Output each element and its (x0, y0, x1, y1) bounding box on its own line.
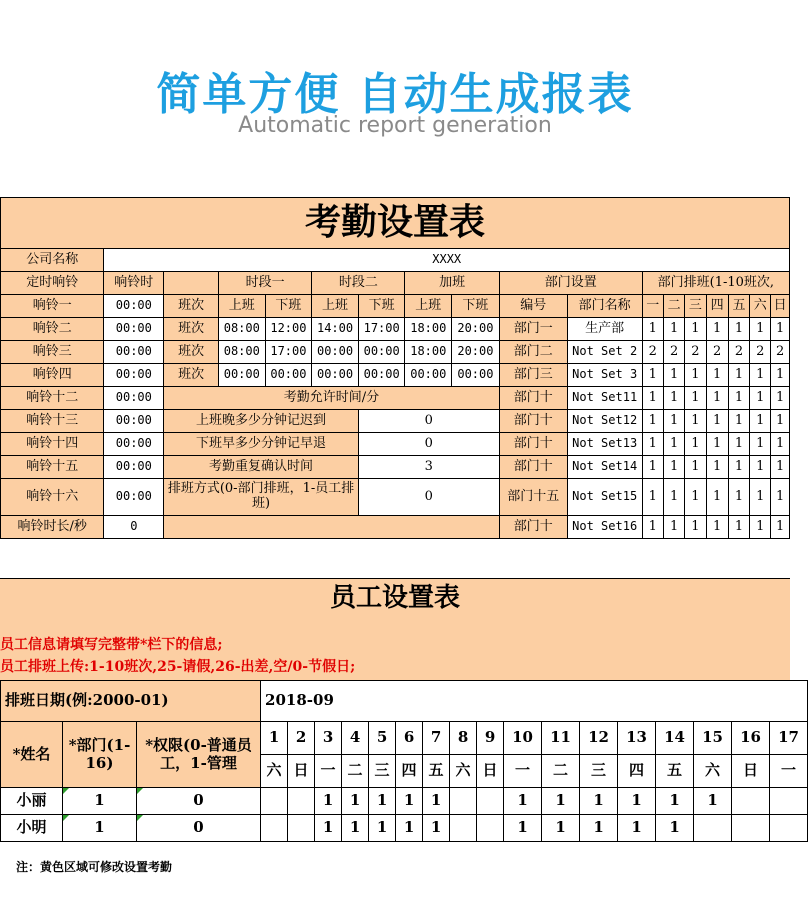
shift-time[interactable]: 00:00 (358, 341, 405, 364)
schedule-cell[interactable]: 1 (342, 815, 369, 842)
dept-day[interactable]: 1 (728, 318, 749, 341)
dept-name[interactable]: 生产部 (567, 318, 642, 341)
employee-title: 员工设置表 (329, 583, 460, 613)
header-overtime: 加班 (405, 272, 499, 295)
schedule-cell[interactable] (261, 815, 288, 842)
dept-day[interactable]: 1 (663, 479, 684, 516)
schedule-cell[interactable]: 1 (504, 788, 542, 815)
on-label: 上班 (405, 295, 452, 318)
dept-no: 部门十 (499, 456, 567, 479)
day-number: 17 (770, 722, 808, 755)
dept-name[interactable]: Not Set14 (567, 456, 642, 479)
dept-day[interactable]: 1 (706, 456, 728, 479)
bell-time[interactable]: 00:00 (104, 341, 164, 364)
day-weekday: 日 (732, 755, 770, 788)
shift-time[interactable]: 00:00 (218, 364, 265, 387)
day-number: 3 (315, 722, 342, 755)
shift-time[interactable]: 18:00 (405, 318, 452, 341)
day-weekday: 五 (656, 755, 694, 788)
day-number: 7 (423, 722, 450, 755)
dept-day[interactable]: 1 (706, 364, 728, 387)
header-dept-settings: 部门设置 (499, 272, 642, 295)
bell-time[interactable]: 00:00 (104, 410, 164, 433)
schedule-cell[interactable]: 1 (542, 788, 580, 815)
bell-name: 响铃十二 (1, 387, 104, 410)
day-number: 9 (477, 722, 504, 755)
schedule-cell[interactable]: 1 (369, 815, 396, 842)
dept-day[interactable]: 1 (728, 456, 749, 479)
dept-day[interactable]: 1 (685, 387, 706, 410)
day-number: 12 (580, 722, 618, 755)
dept-day[interactable]: 1 (771, 456, 790, 479)
schedule-cell[interactable]: 1 (504, 815, 542, 842)
day-number: 11 (542, 722, 580, 755)
footer-note: 注：黄色区域可修改设置考勤 (16, 860, 173, 874)
dept-day[interactable]: 1 (642, 364, 663, 387)
day-number: 4 (342, 722, 369, 755)
day-number: 10 (504, 722, 542, 755)
bell-name: 响铃二 (1, 318, 104, 341)
rule-label: 下班早多少分钟记早退 (164, 433, 359, 456)
day-weekday: 六 (694, 755, 732, 788)
day-number: 6 (396, 722, 423, 755)
shift-time[interactable]: 20:00 (452, 341, 500, 364)
on-label: 上班 (218, 295, 265, 318)
header-bell-time: 响铃时 (104, 272, 164, 295)
dept-day[interactable]: 1 (642, 516, 663, 539)
dept-day[interactable]: 1 (750, 456, 771, 479)
bell-time[interactable]: 00:00 (104, 433, 164, 456)
dept-day[interactable]: 1 (728, 364, 749, 387)
dept-day[interactable]: 1 (642, 479, 663, 516)
schedule-cell[interactable] (450, 788, 477, 815)
schedule-cell[interactable]: 1 (694, 788, 732, 815)
bell-time[interactable]: 00:00 (104, 387, 164, 410)
schedule-cell[interactable]: 1 (580, 815, 618, 842)
header-period2: 时段二 (312, 272, 405, 295)
dept-day[interactable]: 1 (750, 479, 771, 516)
day-weekday: 日 (477, 755, 504, 788)
schedule-cell[interactable] (450, 815, 477, 842)
dept-day[interactable]: 1 (663, 410, 684, 433)
header-blank (164, 272, 219, 295)
employee-permission[interactable]: 0 (137, 788, 261, 815)
employee-name[interactable]: 小丽 (1, 788, 63, 815)
schedule-cell[interactable] (694, 815, 732, 842)
shift-time[interactable]: 00:00 (312, 364, 359, 387)
bell-time[interactable]: 00:00 (104, 318, 164, 341)
shift-time[interactable]: 00:00 (358, 364, 405, 387)
dept-day[interactable]: 1 (642, 433, 663, 456)
day-number: 16 (732, 722, 770, 755)
dept-day[interactable]: 1 (685, 456, 706, 479)
day-number: 8 (450, 722, 477, 755)
schedule-cell[interactable]: 1 (580, 788, 618, 815)
schedule-cell[interactable] (288, 815, 315, 842)
dept-name[interactable]: Not Set15 (567, 479, 642, 516)
dept-day[interactable]: 1 (642, 456, 663, 479)
dept-day[interactable]: 1 (663, 516, 684, 539)
schedule-cell[interactable]: 1 (396, 788, 423, 815)
shift-time[interactable]: 00:00 (452, 364, 500, 387)
dept-day[interactable]: 1 (771, 364, 790, 387)
dept-no: 部门十 (499, 433, 567, 456)
shift-time[interactable]: 14:00 (312, 318, 359, 341)
schedule-cell[interactable] (732, 788, 770, 815)
shift-time[interactable]: 00:00 (312, 341, 359, 364)
schedule-cell[interactable] (288, 788, 315, 815)
schedule-cell[interactable] (477, 815, 504, 842)
dept-day[interactable]: 1 (663, 364, 684, 387)
bell-name: 响铃四 (1, 364, 104, 387)
dept-day[interactable]: 1 (771, 516, 790, 539)
bell-duration-label: 响铃时长/秒 (1, 516, 104, 539)
bell-name: 响铃三 (1, 341, 104, 364)
dept-name[interactable]: Not Set16 (567, 516, 642, 539)
employee-name[interactable]: 小明 (1, 815, 63, 842)
rule-label: 上班晚多少分钟记迟到 (164, 410, 359, 433)
bell-time[interactable]: 00:00 (104, 364, 164, 387)
schedule-cell[interactable]: 1 (656, 815, 694, 842)
bell-time[interactable]: 00:00 (104, 456, 164, 479)
day-number: 15 (694, 722, 732, 755)
dept-no: 部门三 (499, 364, 567, 387)
employee-permission[interactable]: 0 (137, 815, 261, 842)
schedule-cell[interactable]: 1 (542, 815, 580, 842)
dept-day[interactable]: 1 (685, 433, 706, 456)
schedule-date-value[interactable]: 2018-09 (261, 681, 808, 722)
dept-day[interactable]: 1 (750, 410, 771, 433)
shift-time[interactable]: 20:00 (452, 318, 500, 341)
dept-day[interactable]: 1 (642, 387, 663, 410)
dept-day[interactable]: 1 (706, 516, 728, 539)
schedule-cell[interactable]: 1 (315, 815, 342, 842)
dept-name[interactable]: Not Set12 (567, 410, 642, 433)
dept-day[interactable]: 1 (706, 479, 728, 516)
weekday-label: 二 (663, 295, 684, 318)
day-number: 13 (618, 722, 656, 755)
dept-day[interactable]: 1 (771, 387, 790, 410)
day-weekday: 二 (542, 755, 580, 788)
day-weekday: 一 (770, 755, 808, 788)
dept-no: 部门二 (499, 341, 567, 364)
day-weekday: 三 (369, 755, 396, 788)
rule-label: 考勤重复确认时间 (164, 456, 359, 479)
hero-subtitle: Automatic report generation (238, 113, 552, 138)
schedule-cell[interactable]: 1 (369, 788, 396, 815)
bell-name: 响铃十四 (1, 433, 104, 456)
dept-day[interactable]: 1 (685, 516, 706, 539)
dept-day[interactable]: 2 (642, 341, 663, 364)
day-weekday: 日 (288, 755, 315, 788)
dept-day[interactable]: 1 (771, 479, 790, 516)
dept-day[interactable]: 1 (642, 318, 663, 341)
day-number: 1 (261, 722, 288, 755)
company-value[interactable]: XXXX (104, 249, 790, 272)
dept-day[interactable]: 1 (750, 364, 771, 387)
dept-no: 部门十 (499, 516, 567, 539)
dept-day[interactable]: 1 (728, 479, 749, 516)
schedule-cell[interactable]: 1 (342, 788, 369, 815)
dept-no: 部门十 (499, 387, 567, 410)
schedule-cell[interactable] (732, 815, 770, 842)
rule-value[interactable]: 0 (358, 410, 499, 433)
name-header: *姓名 (1, 722, 63, 788)
dept-day[interactable]: 1 (750, 387, 771, 410)
dept-day[interactable]: 1 (706, 433, 728, 456)
employee-note-schedule: 员工排班上传:1-10班次,25-请假,26-出差,空/0-节假日; (0, 659, 356, 675)
dept-day[interactable]: 2 (771, 341, 790, 364)
dept-day[interactable]: 1 (750, 516, 771, 539)
dept-day[interactable]: 1 (663, 387, 684, 410)
dept-day[interactable]: 1 (685, 410, 706, 433)
schedule-cell[interactable] (477, 788, 504, 815)
day-weekday: 六 (450, 755, 477, 788)
day-number: 5 (369, 722, 396, 755)
schedule-cell[interactable]: 1 (618, 788, 656, 815)
schedule-cell[interactable]: 1 (423, 815, 450, 842)
dept-day[interactable]: 1 (728, 410, 749, 433)
off-label: 下班 (358, 295, 405, 318)
dept-day[interactable]: 1 (706, 387, 728, 410)
weekday-label: 日 (771, 295, 790, 318)
shift-time[interactable]: 17:00 (265, 341, 312, 364)
schedule-date-label: 排班日期(例:2000-01) (1, 681, 261, 722)
employee-dept[interactable]: 1 (63, 788, 137, 815)
on-label: 上班 (312, 295, 359, 318)
header-dept-schedule: 部门排班(1-10班次, (642, 272, 789, 295)
dept-day[interactable]: 1 (685, 479, 706, 516)
bell-name: 响铃十六 (1, 479, 104, 516)
dept-day[interactable]: 1 (663, 318, 684, 341)
attendance-settings-table (0, 197, 790, 539)
dept-day[interactable]: 2 (685, 341, 706, 364)
weekday-label: 一 (642, 295, 663, 318)
day-weekday: 四 (396, 755, 423, 788)
dept-day[interactable]: 1 (706, 410, 728, 433)
shift-label: 班次 (164, 318, 219, 341)
shift-time[interactable]: 00:00 (265, 364, 312, 387)
dept-day[interactable]: 1 (771, 433, 790, 456)
bell-time[interactable]: 00:00 (104, 295, 164, 318)
allowed-time-label: 考勤允许时间/分 (164, 387, 500, 410)
dept-day[interactable]: 1 (728, 516, 749, 539)
dept-day[interactable]: 1 (771, 410, 790, 433)
dept-day[interactable]: 1 (642, 410, 663, 433)
weekday-label: 三 (685, 295, 706, 318)
weekday-label: 五 (728, 295, 749, 318)
dept-day[interactable]: 1 (685, 364, 706, 387)
bell-name: 响铃十五 (1, 456, 104, 479)
shift-time[interactable]: 12:00 (265, 318, 312, 341)
day-weekday: 一 (315, 755, 342, 788)
dept-name[interactable]: Not Set13 (567, 433, 642, 456)
schedule-cell[interactable]: 1 (656, 788, 694, 815)
dept-name[interactable]: Not Set 3 (567, 364, 642, 387)
day-weekday: 四 (618, 755, 656, 788)
header-timed-bell: 定时响铃 (1, 272, 104, 295)
dept-no: 部门十五 (499, 479, 567, 516)
bell-time[interactable]: 00:00 (104, 479, 164, 516)
employee-note-fill: 员工信息请填写完整带*栏下的信息; (0, 637, 223, 653)
dept-day[interactable]: 2 (750, 341, 771, 364)
dept-day[interactable]: 1 (706, 318, 728, 341)
shift-label: 班次 (164, 295, 219, 318)
dept-no: 部门十 (499, 410, 567, 433)
rule-value[interactable]: 0 (358, 433, 499, 456)
dept-day[interactable]: 1 (663, 433, 684, 456)
schedule-cell[interactable] (770, 788, 808, 815)
hero-title: 简单方便 自动生成报表 (156, 69, 634, 120)
rule-value[interactable]: 3 (358, 456, 499, 479)
attendance-title: 考勤设置表 (1, 198, 790, 249)
schedule-cell[interactable]: 1 (315, 788, 342, 815)
schedule-cell[interactable] (261, 788, 288, 815)
dept-no: 部门一 (499, 318, 567, 341)
dept-day[interactable]: 1 (663, 456, 684, 479)
off-label: 下班 (265, 295, 312, 318)
shift-label: 班次 (164, 364, 219, 387)
dept-name[interactable]: Not Set 2 (567, 341, 642, 364)
dept-day[interactable]: 1 (728, 433, 749, 456)
schedule-cell[interactable]: 1 (423, 788, 450, 815)
rule-label: 排班方式(0-部门排班，1-员工排班) (164, 479, 359, 516)
dept-no-label: 编号 (499, 295, 567, 318)
shift-time[interactable]: 17:00 (358, 318, 405, 341)
day-weekday: 五 (423, 755, 450, 788)
dept-day[interactable]: 1 (750, 318, 771, 341)
dept-day[interactable]: 1 (750, 433, 771, 456)
schedule-cell[interactable] (770, 815, 808, 842)
day-weekday: 一 (504, 755, 542, 788)
day-weekday: 三 (580, 755, 618, 788)
shift-label: 班次 (164, 341, 219, 364)
shift-time[interactable]: 18:00 (405, 341, 452, 364)
header-period1: 时段一 (218, 272, 311, 295)
day-weekday: 六 (261, 755, 288, 788)
dept-day[interactable]: 1 (728, 387, 749, 410)
schedule-cell[interactable]: 1 (396, 815, 423, 842)
dept-name[interactable]: Not Set11 (567, 387, 642, 410)
employee-dept[interactable]: 1 (63, 815, 137, 842)
employee-settings-table (0, 680, 808, 842)
blank-cell (164, 516, 500, 539)
shift-time[interactable]: 00:00 (405, 364, 452, 387)
dept-day[interactable]: 1 (685, 318, 706, 341)
permission-header: *权限(0-普通员工，1-管理 (137, 722, 261, 788)
dept-day[interactable]: 1 (771, 318, 790, 341)
bell-duration-value[interactable]: 0 (104, 516, 164, 539)
off-label: 下班 (452, 295, 500, 318)
day-weekday: 二 (342, 755, 369, 788)
weekday-label: 六 (750, 295, 771, 318)
schedule-cell[interactable]: 1 (618, 815, 656, 842)
dept-day[interactable]: 2 (663, 341, 684, 364)
dept-day[interactable]: 2 (706, 341, 728, 364)
rule-value[interactable]: 0 (358, 479, 499, 516)
dept-header: *部门(1-16) (63, 722, 137, 788)
company-label: 公司名称 (1, 249, 104, 272)
shift-time[interactable]: 08:00 (218, 318, 265, 341)
dept-day[interactable]: 2 (728, 341, 749, 364)
shift-time[interactable]: 08:00 (218, 341, 265, 364)
weekday-label: 四 (706, 295, 728, 318)
day-number: 2 (288, 722, 315, 755)
bell-name: 响铃十三 (1, 410, 104, 433)
dept-name-label: 部门名称 (567, 295, 642, 318)
day-number: 14 (656, 722, 694, 755)
bell-name: 响铃一 (1, 295, 104, 318)
